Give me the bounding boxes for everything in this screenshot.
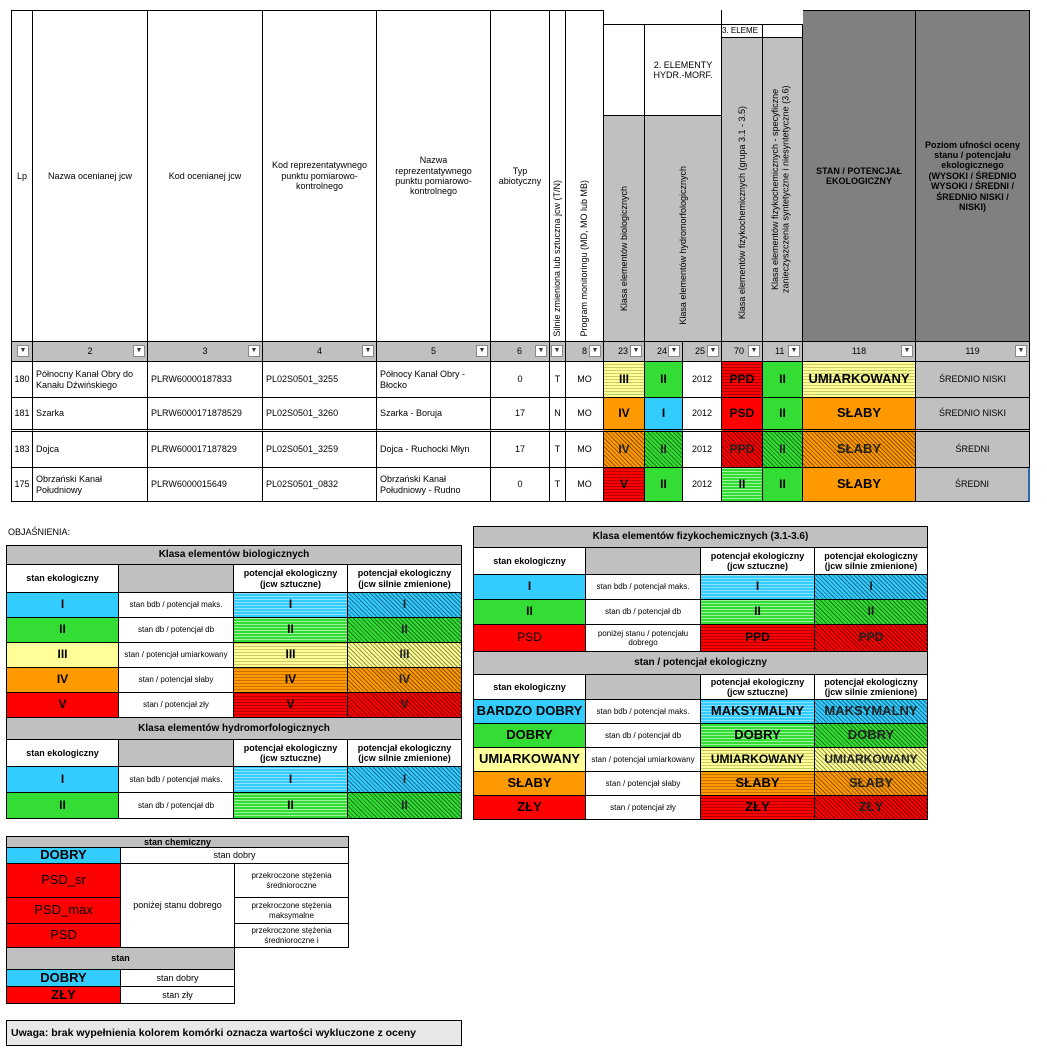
- cell-nazwa[interactable]: Północny Kanał Obry do Kanału Dźwińskiego: [33, 362, 148, 398]
- legend-key: III: [6, 643, 119, 668]
- legend-desc: stan bdb / potencjał maks.: [119, 593, 234, 618]
- legend-stan2-zly-desc: stan zły: [121, 987, 235, 1004]
- cell-nazwa[interactable]: Szarka: [33, 398, 148, 432]
- cell-nazwa[interactable]: Obrzański Kanał Południowy: [33, 468, 148, 502]
- legend-key: BARDZO DOBRY: [473, 700, 586, 724]
- legend-col-stan: stan ekologiczny: [473, 548, 586, 575]
- cell-ufnosc[interactable]: ŚREDNI: [916, 468, 1030, 502]
- cell-hydro[interactable]: II: [645, 468, 683, 502]
- colnum-cell: [377, 342, 491, 362]
- colnum-text: 5: [430, 346, 436, 357]
- header-stan: STAN / POTENCJAŁ EKOLOGICZNY: [803, 10, 916, 342]
- header-typ: Typ abiotyczny: [491, 10, 550, 342]
- cell-fiz[interactable]: PPD: [722, 432, 763, 468]
- legend-silnie: PPD: [815, 625, 928, 652]
- legend-sztuczne: III: [234, 643, 348, 668]
- colnum-text: 24: [657, 346, 668, 357]
- legend-silnie: III: [348, 643, 462, 668]
- colnum-cell: [763, 342, 803, 362]
- legend-silnie: I: [815, 575, 928, 600]
- legend-col-blank: [586, 675, 701, 700]
- cell-tn[interactable]: N: [550, 398, 566, 432]
- header-top-blank: [604, 10, 722, 24]
- legend-chem-ponizej: poniżej stanu dobrego: [121, 864, 235, 948]
- header-program-text: Program monitoringu (MD, MO lub MB): [579, 180, 590, 337]
- colnum-text: 118: [851, 346, 867, 357]
- cell-lp[interactable]: 175: [11, 468, 33, 502]
- legend-silnie: I: [348, 593, 462, 618]
- header-silnie: [550, 10, 566, 342]
- header-nazwa: Nazwa ocenianej jcw: [33, 10, 148, 342]
- cell-stan[interactable]: SŁABY: [803, 398, 916, 432]
- colnum-text: 119: [965, 346, 980, 357]
- colnum-text: 23: [618, 346, 629, 357]
- legend-key: II: [473, 600, 586, 625]
- legend-silnie: V: [348, 693, 462, 718]
- cell-fiz[interactable]: II: [722, 468, 763, 502]
- colnum-cell: [916, 342, 1030, 362]
- colnum-text: 25: [695, 346, 706, 357]
- cell-kod[interactable]: PLRW60000187833: [148, 362, 263, 398]
- legend-silnie: II: [348, 793, 462, 819]
- colnum-cell: [566, 342, 604, 362]
- colnum-text: 4: [316, 346, 322, 357]
- cell-typ[interactable]: 0: [491, 362, 550, 398]
- header-bio-top: [604, 24, 645, 116]
- cell-kod[interactable]: PLRW6000015649: [148, 468, 263, 502]
- header-lp: Lp: [11, 10, 33, 342]
- legend-sztuczne: PPD: [701, 625, 815, 652]
- cell-bio[interactable]: III: [604, 362, 645, 398]
- legend-chem-psd: PSD: [6, 924, 121, 948]
- header-fizchem-text: Klasa elementów fizykochemicznych (grupa 3.1 - 3.5): [736, 105, 747, 319]
- cell-bio[interactable]: IV: [604, 432, 645, 468]
- legend-desc: stan db / potencjał db: [119, 793, 234, 819]
- colnum-cell: [491, 342, 550, 362]
- legend-chem-psd-max: PSD_max: [6, 898, 121, 924]
- colnum-cell: [604, 342, 645, 362]
- cell-stan[interactable]: UMIARKOWANY: [803, 362, 916, 398]
- cell-nazwa-punktu[interactable]: Dojca - Ruchocki Młyn: [377, 432, 491, 468]
- filter-dropdown-icon[interactable]: ▼: [17, 345, 29, 357]
- cell-punkt[interactable]: PL02S0501_3260: [263, 398, 377, 432]
- legend-col-sztuczne: potencjał ekologiczny (jcw sztuczne): [701, 675, 815, 700]
- legend-chem-dobry: DOBRY: [6, 848, 121, 864]
- legend-silnie: II: [348, 618, 462, 643]
- header-hydro-text: Klasa elementów hydromorfologicznych: [677, 166, 688, 325]
- legend-chem-sr-desc: przekroczone stężenia średnioroczne: [235, 864, 349, 898]
- legend-desc: stan db / potencjał db: [119, 618, 234, 643]
- cell-rok[interactable]: 2012: [683, 432, 722, 468]
- legend-key: SŁABY: [473, 772, 586, 796]
- legend-silnie: II: [815, 600, 928, 625]
- colnum-text: 11: [775, 346, 785, 357]
- cell-prog[interactable]: MO: [566, 398, 604, 432]
- legend-key: DOBRY: [473, 724, 586, 748]
- legend-chem-max-desc: przekroczone stężenia maksymalne: [235, 898, 349, 924]
- header-nazwa-punktu: Nazwa reprezentatywnego punktu pomiarowo-kontrolnego: [377, 10, 491, 342]
- filter-dropdown-icon[interactable]: ▼: [1015, 345, 1027, 357]
- legend-desc: stan / potencjał zły: [586, 796, 701, 820]
- cell-hydro[interactable]: II: [645, 362, 683, 398]
- cell-kod[interactable]: PLRW600017187829: [148, 432, 263, 468]
- legend-desc: stan db / potencjał db: [586, 724, 701, 748]
- cell-tn[interactable]: T: [550, 362, 566, 398]
- legend-key: I: [6, 767, 119, 793]
- cell-typ[interactable]: 17: [491, 432, 550, 468]
- filter-dropdown-icon[interactable]: ▼: [630, 345, 642, 357]
- colnum-text: 3: [202, 346, 208, 357]
- filter-dropdown-icon[interactable]: ▼: [788, 345, 800, 357]
- legend-chem-psd-desc: przekroczone stężenia średnioroczne i: [235, 924, 349, 948]
- legend-sztuczne: I: [234, 767, 348, 793]
- cell-stan[interactable]: SŁABY: [803, 468, 916, 502]
- cell-nazwa-punktu[interactable]: Szarka - Boruja: [377, 398, 491, 432]
- cell-rok[interactable]: 2012: [683, 468, 722, 502]
- filter-dropdown-icon[interactable]: ▼: [248, 345, 260, 357]
- legend-stan2-dobry-desc: stan dobry: [121, 970, 235, 987]
- filter-dropdown-icon[interactable]: ▼: [551, 345, 563, 357]
- colnum-cell: [33, 342, 148, 362]
- header-hydro: [645, 116, 722, 342]
- legend-desc: stan / potencjał umiarkowany: [586, 748, 701, 772]
- legend-col-silnie: potencjał ekologiczny (jcw silnie zmienione): [348, 740, 462, 767]
- legend-sztuczne: I: [234, 593, 348, 618]
- cell-spec[interactable]: II: [763, 398, 803, 432]
- cell-kod[interactable]: PLRW6000171878529: [148, 398, 263, 432]
- legend-desc: poniżej stanu / potencjału dobrego: [586, 625, 701, 652]
- legend-silnie: IV: [348, 668, 462, 693]
- legend-desc: stan bdb / potencjał maks.: [586, 575, 701, 600]
- legend-chem-dobry-desc: stan dobry: [121, 848, 349, 864]
- header-fizchem: [722, 38, 763, 342]
- legend-col-sztuczne: potencjał ekologiczny (jcw sztuczne): [234, 740, 348, 767]
- legend-silnie: ZŁY: [815, 796, 928, 820]
- cell-nazwa-punktu[interactable]: Północy Kanał Obry - Błocko: [377, 362, 491, 398]
- legend-col-blank: [119, 740, 234, 767]
- cell-prog[interactable]: MO: [566, 362, 604, 398]
- colnum-text: 6: [517, 346, 523, 357]
- legend-bio-title: Klasa elementów biologicznych: [6, 545, 462, 565]
- legend-key: II: [6, 793, 119, 819]
- legend-key: PSD: [473, 625, 586, 652]
- cell-prog[interactable]: MO: [566, 468, 604, 502]
- legend-desc: stan / potencjał umiarkowany: [119, 643, 234, 668]
- legend-sztuczne: V: [234, 693, 348, 718]
- legend-sztuczne: UMIARKOWANY: [701, 748, 815, 772]
- legend-stan2-title: stan: [6, 948, 235, 970]
- colnum-cell: [550, 342, 566, 362]
- cell-lp[interactable]: 183: [11, 432, 33, 468]
- legend-desc: stan bdb / potencjał maks.: [119, 767, 234, 793]
- header-silnie-text: Silnie zmieniona lub sztuczna jcw (T/N): [552, 180, 563, 337]
- filter-dropdown-icon[interactable]: ▼: [748, 345, 760, 357]
- filter-dropdown-icon[interactable]: ▼: [476, 345, 488, 357]
- header-program: [566, 10, 604, 342]
- legend-hydro-title: Klasa elementów hydromorfologicznych: [6, 718, 462, 740]
- colnum-cell: [263, 342, 377, 362]
- cell-spec[interactable]: II: [763, 432, 803, 468]
- legend-col-silnie: potencjał ekologiczny (jcw silnie zmienione): [815, 675, 928, 700]
- colnum-text: 8: [582, 346, 588, 357]
- filter-dropdown-icon[interactable]: ▼: [589, 345, 601, 357]
- legend-col-blank: [119, 565, 234, 593]
- legend-silnie: DOBRY: [815, 724, 928, 748]
- legend-sztuczne: IV: [234, 668, 348, 693]
- legend-silnie: MAKSYMALNY: [815, 700, 928, 724]
- cell-nazwa[interactable]: Dojca: [33, 432, 148, 468]
- legend-desc: stan / potencjał zły: [119, 693, 234, 718]
- legend-sztuczne: II: [234, 618, 348, 643]
- legend-col-silnie: potencjał ekologiczny (jcw silnie zmienione): [815, 548, 928, 575]
- filter-dropdown-icon[interactable]: ▼: [707, 345, 719, 357]
- legend-key: IV: [6, 668, 119, 693]
- legend-col-silnie: potencjał ekologiczny (jcw silnie zmienione): [348, 565, 462, 593]
- filter-dropdown-icon[interactable]: ▼: [901, 345, 913, 357]
- cell-ufnosc[interactable]: ŚREDNI: [916, 432, 1030, 468]
- colnum-cell: [803, 342, 916, 362]
- legend-key: I: [6, 593, 119, 618]
- legend-col-stan: stan ekologiczny: [473, 675, 586, 700]
- cell-tn[interactable]: T: [550, 468, 566, 502]
- legend-silnie: I: [348, 767, 462, 793]
- cell-prog[interactable]: MO: [566, 432, 604, 468]
- legend-sztuczne: II: [234, 793, 348, 819]
- legend-note: Uwaga: brak wypełnienia kolorem komórki oznacza wartości wykluczone z oceny: [6, 1020, 462, 1046]
- cell-rok[interactable]: 2012: [683, 362, 722, 398]
- cell-typ[interactable]: 0: [491, 468, 550, 502]
- legend-stan2-dobry: DOBRY: [6, 970, 121, 987]
- legend-stan-title: stan / potencjał ekologiczny: [473, 652, 928, 675]
- cell-stan[interactable]: SŁABY: [803, 432, 916, 468]
- cell-rok[interactable]: 2012: [683, 398, 722, 432]
- cell-hydro[interactable]: II: [645, 432, 683, 468]
- cell-fiz[interactable]: PSD: [722, 398, 763, 432]
- legend-sztuczne: II: [701, 600, 815, 625]
- legend-col-sztuczne: potencjał ekologiczny (jcw sztuczne): [701, 548, 815, 575]
- colnum-text: 70: [734, 346, 745, 357]
- cell-spec[interactable]: II: [763, 468, 803, 502]
- legend-sztuczne: I: [701, 575, 815, 600]
- filter-dropdown-icon[interactable]: ▼: [362, 345, 374, 357]
- cell-hydro[interactable]: I: [645, 398, 683, 432]
- cell-spec[interactable]: II: [763, 362, 803, 398]
- legend-chem-psd-sr: PSD_sr: [6, 864, 121, 898]
- header-fizchem-spec: [763, 38, 803, 342]
- filter-dropdown-icon[interactable]: ▼: [668, 345, 680, 357]
- legend-col-blank: [586, 548, 701, 575]
- header-kod: Kod ocenianej jcw: [148, 10, 263, 342]
- cell-punkt[interactable]: PL02S0501_3259: [263, 432, 377, 468]
- legend-silnie: UMIARKOWANY: [815, 748, 928, 772]
- header-group3-blank: [763, 24, 803, 38]
- colnum-lp: [11, 342, 33, 362]
- legend-desc: stan db / potencjał db: [586, 600, 701, 625]
- legend-sztuczne: MAKSYMALNY: [701, 700, 815, 724]
- legend-desc: stan bdb / potencjał maks.: [586, 700, 701, 724]
- cell-typ[interactable]: 17: [491, 398, 550, 432]
- legend-col-stan: stan ekologiczny: [6, 740, 119, 767]
- legend-silnie: SŁABY: [815, 772, 928, 796]
- cell-ufnosc[interactable]: ŚREDNIO NISKI: [916, 398, 1030, 432]
- legend-key: V: [6, 693, 119, 718]
- header-bio: [604, 116, 645, 342]
- colnum-cell: [722, 342, 763, 362]
- cell-nazwa-punktu[interactable]: Obrzański Kanał Południowy - Rudno: [377, 468, 491, 502]
- legend-col-sztuczne: potencjał ekologiczny (jcw sztuczne): [234, 565, 348, 593]
- cell-lp[interactable]: 181: [11, 398, 33, 432]
- colnum-text: 2: [87, 346, 93, 357]
- legend-stan2-zly: ZŁY: [6, 987, 121, 1004]
- header-kod-punktu: Kod reprezentatywnego punktu pomiarowo-kontrolnego: [263, 10, 377, 342]
- legend-fiz-title: Klasa elementów fizykochemicznych (3.1-3.6): [473, 526, 928, 548]
- legend-col-stan: stan ekologiczny: [6, 565, 119, 593]
- filter-dropdown-icon[interactable]: ▼: [535, 345, 547, 357]
- legend-desc: stan / potencjał słaby: [119, 668, 234, 693]
- legend-desc: stan / potencjał słaby: [586, 772, 701, 796]
- legend-key: UMIARKOWANY: [473, 748, 586, 772]
- legend-sztuczne: DOBRY: [701, 724, 815, 748]
- header-fizchem-spec-text: Klasa elementów fizykochemicznych - specyficzne zanieczyszczenia syntetyczne i niesyntetyczne (3.6): [769, 85, 790, 293]
- legend-key: II: [6, 618, 119, 643]
- legend-key: ZŁY: [473, 796, 586, 820]
- legend-sztuczne: SŁABY: [701, 772, 815, 796]
- colnum-cell: [645, 342, 683, 362]
- cell-lp[interactable]: 180: [11, 362, 33, 398]
- cell-ufnosc[interactable]: ŚREDNIO NISKI: [916, 362, 1030, 398]
- colnum-cell: [683, 342, 722, 362]
- cell-fiz[interactable]: PPD: [722, 362, 763, 398]
- header-ufnosc: Poziom ufności oceny stanu / potencjału ekologicznego (WYSOKI / ŚREDNIO WYSOKI / ŚREDNI / ŚREDNIO NISKI / NISKI): [916, 10, 1030, 342]
- header-group2: 2. ELEMENTY HYDR.-MORF.: [645, 24, 722, 116]
- colnum-cell: [148, 342, 263, 362]
- cell-punkt[interactable]: PL02S0501_0832: [263, 468, 377, 502]
- legend-title: OBJAŚNIENIA:: [8, 527, 71, 537]
- cell-bio[interactable]: IV: [604, 398, 645, 432]
- header-bio-text: Klasa elementów biologicznych: [618, 185, 629, 311]
- cell-tn[interactable]: T: [550, 432, 566, 468]
- legend-chem-title: stan chemiczny: [6, 836, 349, 848]
- cell-punkt[interactable]: PL02S0501_3255: [263, 362, 377, 398]
- legend-key: I: [473, 575, 586, 600]
- legend-sztuczne: ZŁY: [701, 796, 815, 820]
- filter-dropdown-icon[interactable]: ▼: [133, 345, 145, 357]
- header-group3: 3. ELEME: [722, 24, 763, 38]
- cell-bio[interactable]: V: [604, 468, 645, 502]
